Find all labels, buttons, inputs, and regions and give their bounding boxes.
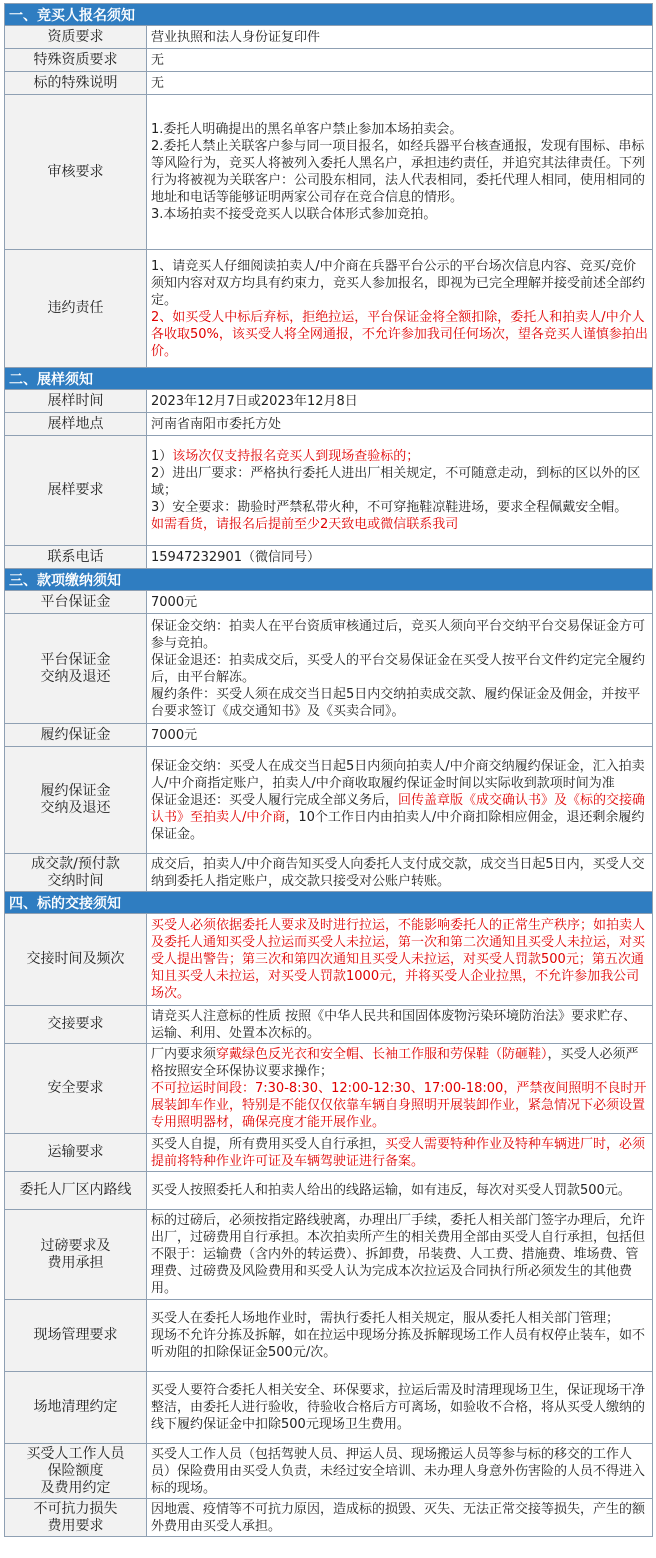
row-value — [147, 436, 653, 546]
row-label: 审核要求 — [5, 95, 147, 250]
row-insurance — [5, 1444, 653, 1499]
row-value — [147, 914, 653, 1006]
line-prefix: 1） — [151, 449, 173, 464]
row-qualification — [5, 26, 653, 49]
row-value — [147, 1300, 653, 1372]
row-label: 场地清理约定 — [5, 1372, 147, 1444]
highlight-text: 该场次仅支持报名竞买人到现场查验标的； — [172, 449, 420, 464]
row-platform-deposit — [5, 591, 653, 614]
row-force-majeure — [5, 1499, 653, 1537]
row-platform-deposit-payment — [5, 614, 653, 724]
section-header-handover — [5, 892, 653, 914]
row-label: 现场管理要求 — [5, 1300, 147, 1372]
row-label: 安全要求 — [5, 1044, 147, 1134]
show-req-line-3: 3）安全要求：勘验时严禁私带火种，不可穿拖鞋凉鞋进场，要求全程佩戴安全帽。 — [151, 500, 628, 515]
label-line-3: 及费用约定 — [40, 1479, 111, 1496]
row-value: 7000元 — [147, 724, 653, 747]
row-handover-time — [5, 914, 653, 1006]
deposit-line-1: 保证金交纳：拍卖人在平台资质审核通过后，竞买人须向平台交纳平台交易保证金方可参与竞拍。 — [151, 618, 646, 651]
show-req-line-2: 2）进出厂要求：严格执行委托人进出厂相关规定，不可随意走动，到标的区以外的区域； — [151, 466, 641, 498]
label-line-1: 不可抗力损失 — [33, 1500, 118, 1517]
label-line-2: 交纳及退还 — [40, 668, 111, 685]
row-value: 因地震、疫情等不可抗力原因，造成标的损毁、灭失、无法正常交接等损失，产生的额外费用由买受人承担。 — [147, 1499, 653, 1537]
plain-text: ，买受人必须严格按照安全环保协议要求操作； — [151, 1047, 639, 1079]
audit-line-2: 2.委托人禁止关联客户参与同一项目报名，如经兵器平台核查通报，发现有围标、串标等风险行为，竞买人将被列入委托人黑名户，承担违约责任，并追究其法律责任。下列行为将被视为关联客户：公司股东相同，法人代表相同，委托代理人相同，使用相同的地址和电话等能够证明两家公司存在竞合信息的情形。 — [151, 139, 646, 205]
row-value — [147, 95, 653, 250]
row-show-place — [5, 413, 653, 436]
row-route — [5, 1172, 653, 1210]
safety-line-1 — [151, 1046, 648, 1080]
row-label: 履约保证金 — [5, 724, 147, 747]
section-header-payment — [5, 569, 653, 591]
row-label: 违约责任 — [5, 250, 147, 368]
row-transport — [5, 1134, 653, 1172]
section-header-bidder-registration — [5, 4, 653, 26]
safety-line-2: 不可拉运时间段：7:30-8:30、12:00-12:30、17:00-18:00，严禁夜间照明不良时开展装卸车作业，特别是不能仅仅依靠车辆自身照明开展装卸作业，紧急情况下必须设置专用照明器材，确保亮度才能开展作业。 — [151, 1081, 647, 1130]
label-line-1: 履约保证金 — [40, 783, 111, 799]
row-label — [5, 1210, 147, 1300]
highlight-text: 回传盖章版《成交确认书》及《标的交接确认书》至拍卖人/中介商 — [151, 792, 646, 825]
row-value: 买受人要符合委托人相关安全、环保要求，拉运后需及时清理现场卫生，保证现场干净整洁，由委托人进行验收，待验收合格后方可离场，如验收不合格，将从买受人缴纳的线下履约保证金中扣除500元现场卫生费用。 — [147, 1372, 653, 1444]
transport-text — [151, 1136, 648, 1170]
row-audit — [5, 95, 653, 250]
row-value: 标的过磅后，必须按指定路线驶离，办理出厂手续，委托人相关部门签字办理后，允许出厂，过磅费用自行承担。本次拍卖所产生的相关费用全部由买受人自行承担，包括但不限于：运输费（含内外的转运费）、拆卸费，吊装费、人工费、措施费、堆场费、管理费、过磅费及风险费用和买受人认为完成本次拉运及合同执行所必须发生的其他费用。 — [147, 1210, 653, 1300]
row-label: 运输要求 — [5, 1134, 147, 1172]
plain-text: 保证金退还：买受人履行完成全部义务后， — [151, 792, 399, 808]
plain-text: ，10个工作日内由拍卖人/中介商扣除相应佣金，退还剩余履约保证金。 — [151, 809, 645, 842]
row-performance-deposit — [5, 724, 653, 747]
row-label: 委托人厂区内路线 — [5, 1172, 147, 1210]
row-label: 平台保证金 — [5, 591, 147, 614]
row-label: 交接时间及频次 — [5, 914, 147, 1006]
row-label: 标的特殊说明 — [5, 72, 147, 95]
row-label — [5, 1499, 147, 1537]
row-label: 联系电话 — [5, 546, 147, 569]
row-value: 买受人按照委托人和拍卖人给出的线路运输，如有违反，每次对买受人罚款500元。 — [147, 1172, 653, 1210]
perf-line-1: 保证金交纳：买受人在成交当日起5日内须向拍卖人/中介商交纳履约保证金，汇入拍卖人/中介商指定账户，拍卖人/中介商收取履约保证金时间以实际收到款项时间为准 — [151, 758, 645, 791]
label-line-1: 成交款/预付款 — [31, 855, 120, 872]
row-label — [5, 854, 147, 892]
row-value — [147, 250, 653, 368]
row-value: 2023年12月7日或2023年12月8日 — [147, 390, 653, 413]
section-header-sample-viewing — [5, 368, 653, 390]
audit-line-1: 1.委托人明确提出的黑名单客户禁止参加本场拍卖会。 — [151, 122, 463, 137]
row-value: 15947232901（微信同号） — [147, 546, 653, 569]
section-title: 四、标的交接须知 — [5, 892, 653, 914]
row-show-time — [5, 390, 653, 413]
row-label — [5, 747, 147, 854]
row-special-qualification — [5, 49, 653, 72]
row-site-cleanup — [5, 1372, 653, 1444]
row-handover-requirements — [5, 1006, 653, 1044]
row-safety — [5, 1044, 653, 1134]
row-label: 交接要求 — [5, 1006, 147, 1044]
label-line-1: 过磅要求及 — [40, 1237, 111, 1254]
deposit-line-2: 保证金退还：拍卖成交后，买受人的平台交易保证金在买受人按平台文件约定完全履约后，由平台解冻。 — [151, 652, 646, 685]
row-value: 河南省南阳市委托方处 — [147, 413, 653, 436]
row-phone — [5, 546, 653, 569]
row-value: 买受人工作人员（包括驾驶人员、押运人员、现场搬运人员等参与标的移交的工作人员）保险费用由买受人负责，未经过安全培训、未办理人身意外伤害险的人员不得进入标的现场。 — [147, 1444, 653, 1499]
row-label — [5, 1444, 147, 1499]
label-line-1: 平台保证金 — [40, 651, 111, 668]
row-value — [147, 1044, 653, 1134]
row-weighing — [5, 1210, 653, 1300]
deposit-line-3: 履约条件：买受人须在成交当日起5日内交纳拍卖成交款、履约保证金及佣金，并按平台要求签订《成交通知书》及《买卖合同》。 — [151, 686, 641, 719]
row-special-note — [5, 72, 653, 95]
row-value: 无 — [147, 72, 653, 95]
label-line-2: 交纳时间 — [47, 872, 104, 889]
audit-line-3: 3.本场拍卖不接受竞买人以联合体形式参加竞拍。 — [151, 207, 437, 222]
site-line-1: 买受人在委托人场地作业时，需执行委托人相关规定，服从委托人相关部门管理； — [151, 1311, 620, 1326]
breach-line-2: 2、如买受人中标后弃标，拒绝拉运，平台保证金将全额扣除，委托人和拍卖人/中介人各收取50%，该买受人将全网通报，不允许参加我司任何场次，望各竞买人谨慎参拍出价。 — [151, 309, 648, 359]
label-line-1: 买受人工作人员 — [26, 1445, 125, 1462]
auction-notice-table — [4, 3, 653, 1537]
row-performance-deposit-payment — [5, 747, 653, 854]
section-title: 一、竞买人报名须知 — [5, 4, 653, 26]
label-line-2: 交纳及退还 — [40, 800, 111, 816]
row-value: 请竞买人注意标的性质 按照《中华人民共和国固体废物污染环境防治法》要求贮存、运输、利用、处置本次标的。 — [147, 1006, 653, 1044]
label-line-2: 费用承担 — [47, 1254, 104, 1271]
row-label: 展样时间 — [5, 390, 147, 413]
row-value — [147, 1134, 653, 1172]
row-label: 展样地点 — [5, 413, 147, 436]
show-req-line-4: 如需看货，请报名后提前至少2天致电或微信联系我司 — [151, 517, 459, 532]
row-breach — [5, 250, 653, 368]
row-site-management — [5, 1300, 653, 1372]
section-title: 三、款项缴纳须知 — [5, 569, 653, 591]
row-label — [5, 614, 147, 724]
row-payment-time — [5, 854, 653, 892]
row-value: 7000元 — [147, 591, 653, 614]
handover-time-text: 买受人必须依据委托人要求及时进行拉运，不能影响委托人的正常生产秩序；如拍卖人及委托人通知买受人拉运而买受人未拉运，第一次和第二次通知且买受人未拉运，对买受人提出警告；第三次和第四次通知且买受人未拉运，对买受人罚款500元；第五次通知且买受人未拉运，对买受人罚款1000元，并将买受人企业拉黑，不允许参加我公司场次。 — [151, 918, 646, 1001]
highlight-text: 买受人需要特种作业及特种车辆进厂时，必须提前将特种作业许可证及车辆驾驶证进行备案。 — [151, 1136, 646, 1169]
row-label: 展样要求 — [5, 436, 147, 546]
label-line-2: 保险额度 — [47, 1462, 104, 1479]
row-value — [147, 747, 653, 854]
row-label: 资质要求 — [5, 26, 147, 49]
section-title: 二、展样须知 — [5, 368, 653, 390]
row-value: 营业执照和法人身份证复印件 — [147, 26, 653, 49]
row-label: 特殊资质要求 — [5, 49, 147, 72]
site-line-2: 现场不允许分拣及拆解，如在拉运中现场分拣及拆解现场工作人员有权停止装车，如不听劝阻的扣除保证金500元/次。 — [151, 1328, 646, 1360]
breach-line-1: 1、请竞买人仔细阅读拍卖人/中介商在兵器平台公示的平台场次信息内容、竞买/竞价须知内容对双方均具有约束力，竞买人参加报名，即视为已完全理解并接受前述全部约定。 — [151, 258, 646, 308]
row-show-requirements — [5, 436, 653, 546]
plain-text: 厂内要求须 — [151, 1047, 217, 1062]
row-value: 成交后，拍卖人/中介商告知买受人向委托人支付成交款，成交当日起5日内，买受人交纳到委托人指定账户，成交款只接受对公账户转账。 — [147, 854, 653, 892]
plain-text: 买受人自提，所有费用买受人自行承担， — [151, 1136, 386, 1152]
row-value: 无 — [147, 49, 653, 72]
row-value — [147, 614, 653, 724]
show-req-line-1 — [151, 448, 648, 465]
label-line-2: 费用要求 — [47, 1517, 104, 1534]
highlight-text: 穿戴绿色反光衣和安全帽、长袖工作服和劳保鞋（防砸鞋） — [216, 1047, 548, 1062]
perf-line-2 — [151, 792, 648, 843]
